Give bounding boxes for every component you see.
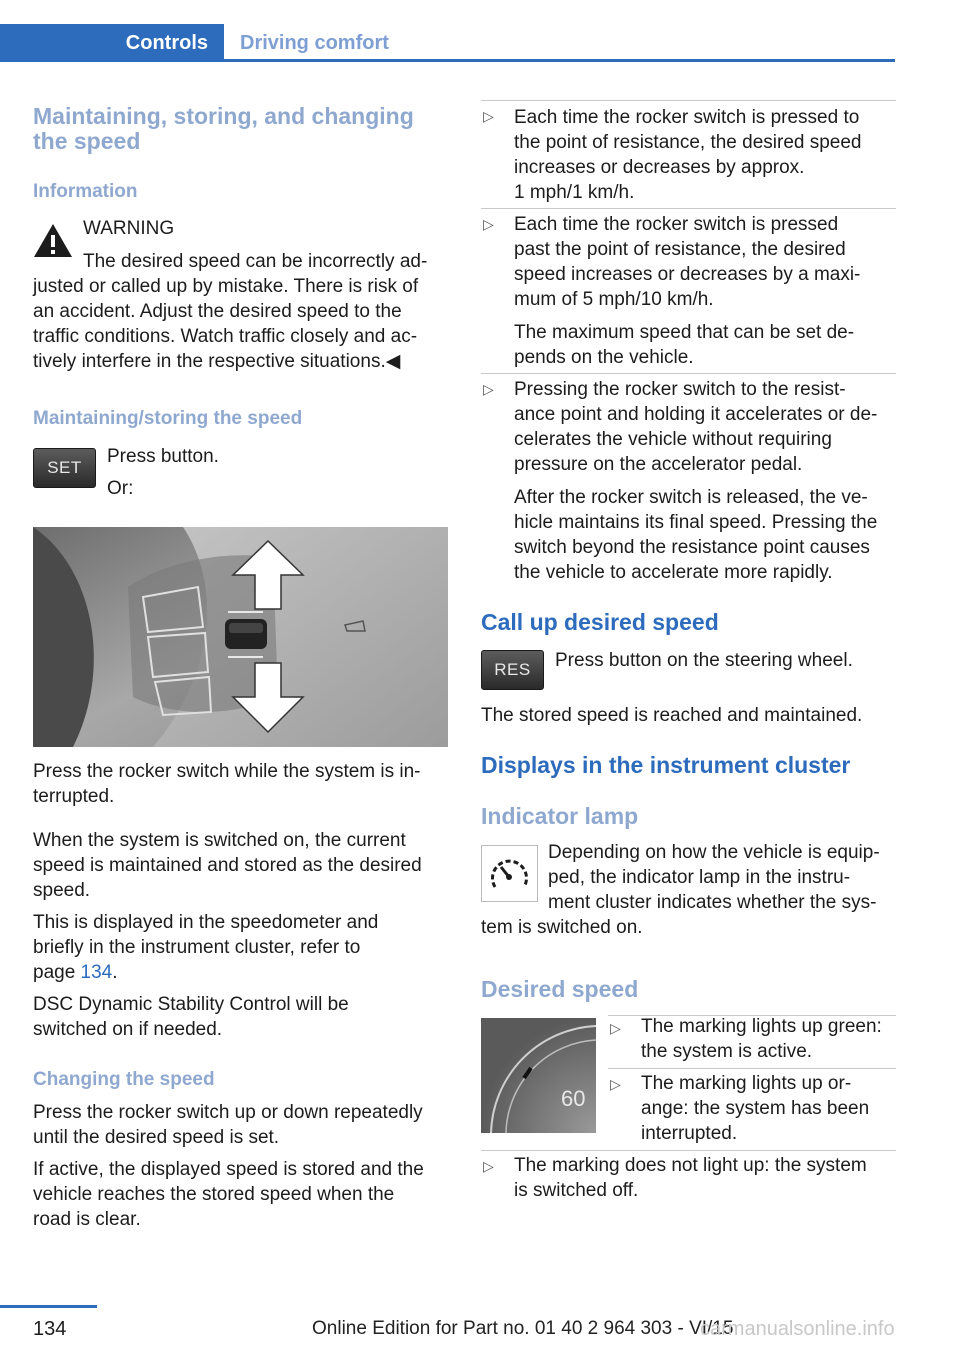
active-line: road is clear. <box>33 1209 141 1230</box>
bullet-line: Each time the rocker switch is pressed <box>514 214 839 235</box>
bullet-line: is switched off. <box>514 1180 639 1201</box>
page-number: 134 <box>33 1318 67 1340</box>
tab-controls: Controls <box>0 24 224 62</box>
bullet-separator <box>481 1150 896 1151</box>
bullet-line: pressure on the accelerator pedal. <box>514 454 803 475</box>
bullet-line: past the point of resistance, the desired <box>514 239 846 260</box>
max-line: The maximum speed that can be set de‐ <box>514 322 855 343</box>
bullet-line: increases or decreases by approx. <box>514 157 805 178</box>
bullet-line: The marking lights up or‐ <box>641 1073 852 1094</box>
set-button-label: SET <box>47 458 82 477</box>
bullet-triangle-icon: ▷ <box>483 381 494 397</box>
watermark-text: carmanualsonline.info <box>700 1318 895 1340</box>
edition-text: Online Edition for Part no. 01 40 2 964 303 - VI/15 <box>312 1318 734 1339</box>
warning-text-line: justed or called up by mistake. There is risk of <box>33 276 419 297</box>
page-suffix: . <box>112 962 118 983</box>
active-line: vehicle reaches the stored speed when the <box>33 1184 395 1205</box>
bullet-line: The marking does not light up: the system <box>514 1155 867 1176</box>
displayed-line <box>33 960 118 985</box>
tab-driving-comfort: Driving comfort <box>240 31 389 54</box>
warning-triangle-icon <box>33 222 73 258</box>
speedo-number: 60 <box>561 1086 586 1111</box>
bullet-line: mum of 5 mph/10 km/h. <box>514 289 714 310</box>
or-text: Or: <box>107 478 134 499</box>
indicator-line: ment cluster indicates whether the sys‐ <box>548 892 877 913</box>
bullet-line: the point of resistance, the desired speed <box>514 132 862 153</box>
section-title: Maintaining, storing, and changing the speed <box>33 103 414 154</box>
bullet-line: The marking lights up green: <box>641 1016 882 1037</box>
indicator-heading: Indicator lamp <box>481 803 639 829</box>
bullet-line: 1 mph/1 km/h. <box>514 182 635 203</box>
indicator-line: tem is switched on. <box>481 917 643 938</box>
speedometer-marking-image <box>481 1018 596 1133</box>
bullet-triangle-icon: ▷ <box>483 216 494 232</box>
displayed-line: briefly in the instrument cluster, refer to <box>33 937 361 958</box>
warning-text-line: tively interfere in the respective situations.◀ <box>33 351 401 372</box>
cruise-control-indicator-icon <box>481 845 538 902</box>
set-button-image <box>33 448 96 488</box>
bullet-triangle-icon: ▷ <box>483 108 494 124</box>
warning-text-line: The desired speed can be incorrectly ad‐ <box>83 251 428 272</box>
after-line: After the rocker switch is released, the ve‐ <box>514 487 868 508</box>
after-line: the vehicle to accelerate more rapidly. <box>514 562 833 583</box>
active-line: If active, the displayed speed is stored and the <box>33 1159 424 1180</box>
footer-rule <box>0 1305 97 1308</box>
system-on-line: speed. <box>33 880 91 901</box>
bullet-separator <box>608 1068 896 1069</box>
callup-text: Press button on the steering wheel. <box>555 650 853 671</box>
changing-line: until the desired speed is set. <box>33 1127 280 1148</box>
rocker-text-line: terrupted. <box>33 786 115 807</box>
maintaining-heading: Maintaining/storing the speed <box>33 408 303 429</box>
bullet-triangle-icon: ▷ <box>610 1076 621 1092</box>
information-heading: Information <box>33 181 138 202</box>
after-line: switch beyond the resistance point causes <box>514 537 870 558</box>
bullet-line: speed increases or decreases by a maxi‐ <box>514 264 861 285</box>
warning-label: WARNING <box>83 218 175 239</box>
bullet-triangle-icon: ▷ <box>483 1158 494 1174</box>
bullet-line: interrupted. <box>641 1123 738 1144</box>
displays-heading: Displays in the instrument cluster <box>481 752 851 778</box>
warning-text-line: an accident. Adjust the desired speed to the <box>33 301 402 322</box>
displayed-line: This is displayed in the speedometer and <box>33 912 379 933</box>
dsc-line: DSC Dynamic Stability Control will be <box>33 994 349 1015</box>
press-button-text: Press button. <box>107 446 219 467</box>
indicator-line: ped, the indicator lamp in the instru‐ <box>548 867 851 888</box>
res-button-label: RES <box>494 660 531 679</box>
changing-heading: Changing the speed <box>33 1069 215 1090</box>
bullet-line: ance point and holding it accelerates or de‐ <box>514 404 878 425</box>
after-line: hicle maintains its final speed. Pressing the <box>514 512 878 533</box>
res-button-image <box>481 650 544 690</box>
bullet-triangle-icon: ▷ <box>610 1020 621 1036</box>
system-on-line: speed is maintained and stored as the desired <box>33 855 422 876</box>
indicator-line: Depending on how the vehicle is equip‐ <box>548 842 880 863</box>
bullet-line: the system is active. <box>641 1041 813 1062</box>
bullet-separator <box>481 373 896 374</box>
desired-speed-heading: Desired speed <box>481 976 639 1002</box>
max-line: pends on the vehicle. <box>514 347 694 368</box>
page-prefix: page <box>33 962 81 983</box>
bullet-line: ange: the system has been <box>641 1098 870 1119</box>
bullet-line: celerates the vehicle without requiring <box>514 429 832 450</box>
bullet-line: Pressing the rocker switch to the resist‐ <box>514 379 846 400</box>
bullet-separator <box>481 100 896 101</box>
bullet-separator <box>481 208 896 209</box>
bullet-line: Each time the rocker switch is pressed to <box>514 107 860 128</box>
system-on-line: When the system is switched on, the current <box>33 830 406 851</box>
warning-text-line: traffic conditions. Watch traffic closely and ac‐ <box>33 326 418 347</box>
steering-wheel-rocker-illustration <box>33 527 448 747</box>
stored-text: The stored speed is reached and maintained. <box>481 705 863 726</box>
page-link[interactable]: 134 <box>80 962 113 983</box>
rocker-text-line: Press the rocker switch while the system is in‐ <box>33 761 421 782</box>
changing-line: Press the rocker switch up or down repeatedly <box>33 1102 423 1123</box>
callup-heading: Call up desired speed <box>481 609 719 635</box>
header-rule <box>0 59 895 62</box>
dsc-line: switched on if needed. <box>33 1019 223 1040</box>
